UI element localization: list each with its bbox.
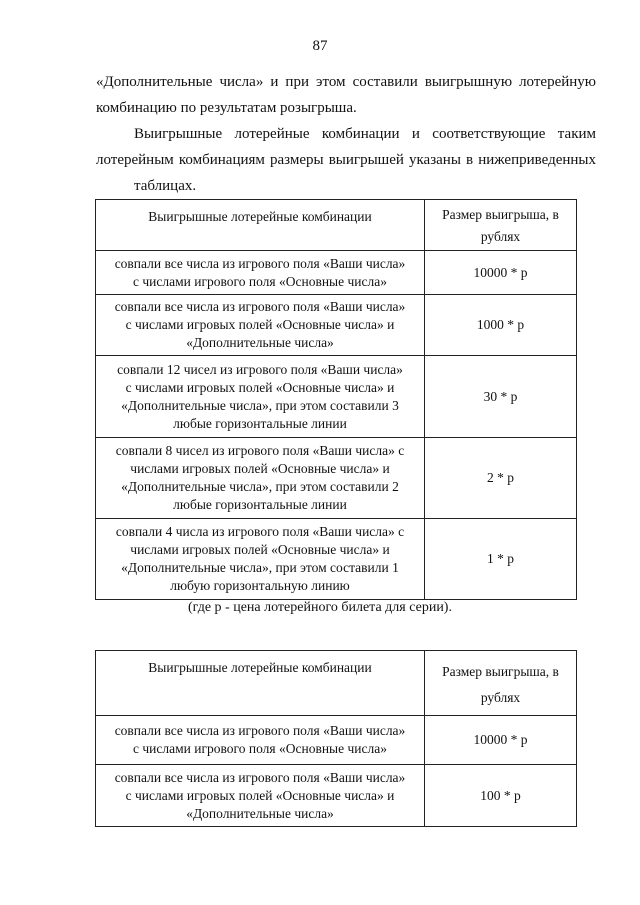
prize-cell: 10000 * р: [425, 716, 577, 765]
price-note: (где р - цена лотерейного билета для серии).: [188, 600, 452, 615]
prize-cell: 2 * р: [425, 438, 577, 519]
combination-cell: совпали все числа из игрового поля «Ваши числа» с числами игрового поля «Основные числа»: [96, 716, 425, 765]
prize-cell: 100 * р: [425, 765, 577, 827]
table-header-row: [96, 200, 577, 251]
prize-table-2: [95, 650, 577, 827]
paragraph-intro: [96, 69, 596, 121]
prize-table-1: [95, 199, 577, 600]
prize-cell: 1 * р: [425, 519, 577, 600]
prize-cell: 10000 * р: [425, 251, 577, 295]
paragraph-line: лотерейным комбинациям размеры выигрышей указаны в нижеприведенных: [96, 152, 596, 168]
table-row: [96, 765, 577, 827]
paragraph-line: комбинацию по результатам розыгрыша.: [96, 100, 357, 116]
table-header-row: [96, 651, 577, 716]
combination-cell: совпали все числа из игрового поля «Ваши числа» с числами игровых полей «Основные числа» и «Дополнительные числа»: [96, 765, 425, 827]
header-prize: Размер выигрыша, в рублях: [425, 200, 577, 251]
page-number: 87: [312, 38, 328, 54]
table-row: [96, 519, 577, 600]
table-row: [96, 251, 577, 295]
paragraph-tables-intro: [96, 121, 596, 199]
paragraph-line: таблицах.: [134, 178, 197, 194]
paragraph-line: «Дополнительные числа» и при этом составили выигрышную лотерейную: [96, 74, 596, 90]
combination-cell: совпали все числа из игрового поля «Ваши числа» с числами игровых полей «Основные числа» и «Дополнительные числа»: [96, 295, 425, 356]
prize-cell: 30 * р: [425, 356, 577, 438]
paragraph-line: Выигрышные лотерейные комбинации и соответствующие таким: [134, 126, 596, 142]
header-combinations: Выигрышные лотерейные комбинации: [96, 651, 425, 716]
table-row: [96, 716, 577, 765]
combination-cell: совпали 8 чисел из игрового поля «Ваши числа» с числами игровых полей «Основные числа» и «Дополнительные числа», при этом составили 2 любые горизонтальные линии: [96, 438, 425, 519]
table-row: [96, 356, 577, 438]
table-row: [96, 438, 577, 519]
combination-cell: совпали 4 числа из игрового поля «Ваши числа» с числами игровых полей «Основные числа» и «Дополнительные числа», при этом составили 1 любую горизонтальную линию: [96, 519, 425, 600]
table-row: [96, 295, 577, 356]
header-prize: Размер выигрыша, в рублях: [425, 651, 577, 716]
prize-cell: 1000 * р: [425, 295, 577, 356]
header-combinations: Выигрышные лотерейные комбинации: [96, 200, 425, 251]
combination-cell: совпали все числа из игрового поля «Ваши числа» с числами игрового поля «Основные числа»: [96, 251, 425, 295]
combination-cell: совпали 12 чисел из игрового поля «Ваши числа» с числами игровых полей «Основные числа» и «Дополнительные числа», при этом составили 3 любые горизонтальные линии: [96, 356, 425, 438]
